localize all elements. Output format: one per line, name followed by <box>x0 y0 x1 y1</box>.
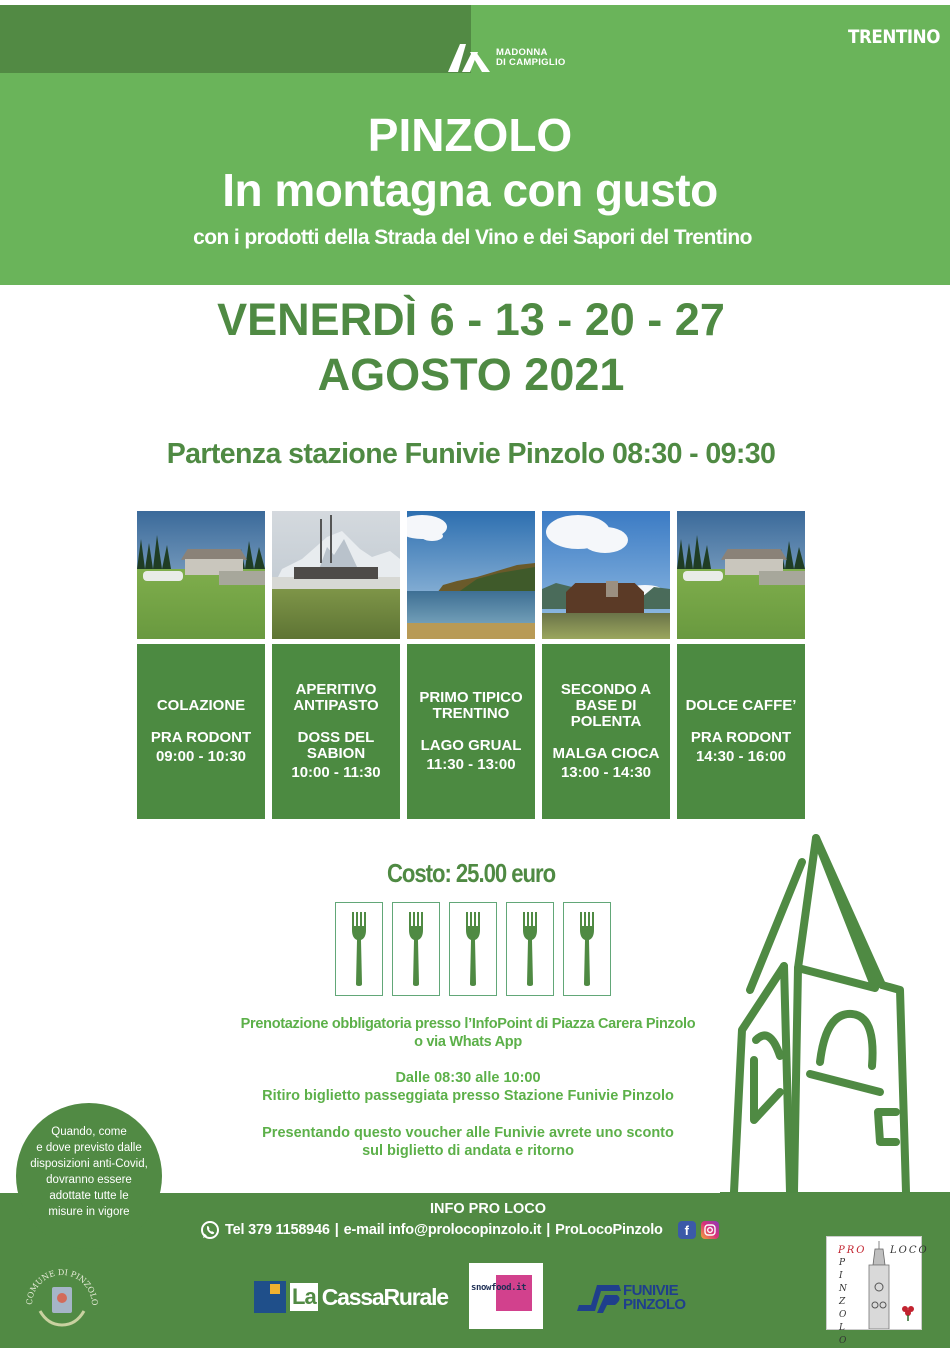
fork-box <box>506 902 554 996</box>
info-pro-loco-title: INFO PRO LOCO <box>430 1201 546 1217</box>
proloco-loco: LOCO <box>890 1245 929 1256</box>
photo-alpine-lake <box>407 511 535 639</box>
covid-line: disposizioni anti-Covid, <box>30 1158 148 1170</box>
stop-place: LAGO GRUAL <box>420 737 522 754</box>
cost-label: Costo: 25.00 euro <box>386 858 556 888</box>
stop-place: MALGA CIOCA <box>552 745 660 762</box>
event-month-year: AGOSTO 2021 <box>317 349 625 400</box>
event-dates: VENERDÌ 6 - 13 - 20 - 27 <box>217 294 725 345</box>
trentino-logo: TRENTINO <box>848 26 941 48</box>
comune-text: COMUNE DI PINZOLO <box>24 1267 100 1306</box>
fork-icon <box>522 912 538 986</box>
stop-time: 14:30 - 16:00 <box>695 748 787 765</box>
fork-icon <box>465 912 481 986</box>
facebook-icon[interactable]: f <box>678 1221 696 1239</box>
proloco-pro: PRO <box>838 1245 867 1256</box>
fork-icon <box>579 912 595 986</box>
cassa-rurale-mark <box>254 1281 286 1313</box>
madonna-line1: MADONNA <box>496 47 548 58</box>
covid-line: misure in vigore <box>48 1206 130 1218</box>
stop-course: COLAZIONE <box>156 697 246 714</box>
church-tower-illustration <box>720 830 950 1200</box>
page-title: PINZOLO <box>367 109 573 161</box>
flower-icon <box>901 1305 915 1321</box>
stop-course: PRIMO TIPICO TRENTINO <box>419 689 523 722</box>
stop-time: 10:00 - 11:30 <box>291 764 381 781</box>
stop-card <box>272 644 400 819</box>
stop-column <box>407 511 535 819</box>
fork-box <box>563 902 611 996</box>
stop-time: 11:30 - 13:00 <box>426 756 516 773</box>
photo-mountain-station <box>272 511 400 639</box>
stop-course: DOLCE CAFFE’ <box>685 697 797 714</box>
stop-place: PRA RODONT <box>690 729 792 746</box>
stop-column <box>677 511 805 819</box>
covid-line: e dove previsto dalle <box>36 1142 142 1154</box>
photo-wooden-chalet <box>542 511 670 639</box>
page-subtitle: In montagna con gusto <box>222 164 718 216</box>
social-handle[interactable]: ProLocoPinzolo <box>555 1222 663 1238</box>
booking-line1: Prenotazione obbligatoria presso l’InfoPoint di Piazza Carera Pinzolo <box>240 1016 696 1032</box>
covid-line: dovranno essere <box>46 1174 132 1186</box>
fork-box <box>449 902 497 996</box>
pickup-line2: Ritiro biglietto passeggiata presso Stazione Funivie Pinzolo <box>262 1088 674 1104</box>
stop-column <box>272 511 400 819</box>
stop-time: 13:00 - 14:30 <box>560 764 652 781</box>
header-accent-block <box>0 5 471 73</box>
snowfood-logo <box>469 1263 543 1329</box>
booking-line2: o via Whats App <box>414 1034 522 1050</box>
voucher-line1: Presentando questo voucher alle Funivie avrete uno sconto <box>262 1125 674 1141</box>
funivie-mark <box>577 1283 621 1313</box>
pro-loco-pinzolo-logo <box>826 1236 929 1346</box>
stop-course: APERITIVO ANTIPASTO <box>293 681 379 714</box>
phone-number[interactable]: Tel 379 1158946 <box>225 1222 330 1238</box>
la-cassa-rurale-logo <box>254 1281 448 1313</box>
voucher-line2: sul biglietto di andata e ritorno <box>362 1143 574 1159</box>
contact-row <box>200 1220 719 1240</box>
funivie-pinzolo-logo <box>577 1283 685 1313</box>
whatsapp-icon[interactable] <box>200 1220 220 1240</box>
covid-line: Quando, come <box>51 1126 127 1138</box>
mountain-m-icon <box>448 44 490 72</box>
snowfood-text: snowfood.it <box>471 1283 527 1293</box>
page-tagline: con i prodotti della Strada del Vino e dei Sapori del Trentino <box>193 226 752 249</box>
fork-icon <box>351 912 367 986</box>
cassa-la-text: La <box>292 1284 316 1309</box>
funivie-line1: FUNIVIE <box>623 1282 678 1299</box>
proloco-pinzolo-vertical: PINZOLO <box>839 1258 847 1346</box>
stop-column <box>542 511 670 819</box>
pickup-line1: Dalle 08:30 alle 10:00 <box>395 1070 541 1086</box>
stop-card <box>542 644 670 819</box>
fork-box <box>335 902 383 996</box>
email-link[interactable]: e-mail info@prolocopinzolo.it <box>343 1222 542 1238</box>
departure-info: Partenza stazione Funivie Pinzolo 08:30 - 09:30 <box>166 438 776 470</box>
madonna-di-campiglio-logo <box>448 44 566 72</box>
covid-line: adottate tutte le <box>49 1190 129 1202</box>
photo-hut-meadow <box>137 511 265 639</box>
bell-tower-icon <box>855 1241 903 1329</box>
stop-card <box>407 644 535 819</box>
stop-course: SECONDO A BASE DI POLENTA <box>560 681 652 730</box>
madonna-line2: DI CAMPIGLIO <box>496 57 566 68</box>
fork-rating <box>335 902 611 996</box>
funivie-line2: PINZOLO <box>623 1296 686 1313</box>
stop-column <box>137 511 265 819</box>
stop-time: 09:00 - 10:30 <box>155 748 247 765</box>
separator: | <box>334 1222 339 1238</box>
cassa-rurale-text: CassaRurale <box>321 1283 448 1310</box>
stop-card <box>137 644 265 819</box>
stop-place: DOSS DEL SABION <box>297 729 375 762</box>
separator: | <box>546 1222 551 1238</box>
comune-di-pinzolo-logo <box>24 1265 100 1329</box>
fork-icon <box>408 912 424 986</box>
photo-hut-meadow <box>677 511 805 639</box>
fork-box <box>392 902 440 996</box>
stops-grid <box>137 511 805 819</box>
instagram-icon[interactable] <box>701 1221 719 1239</box>
stop-place: PRA RODONT <box>150 729 252 746</box>
stop-card <box>677 644 805 819</box>
